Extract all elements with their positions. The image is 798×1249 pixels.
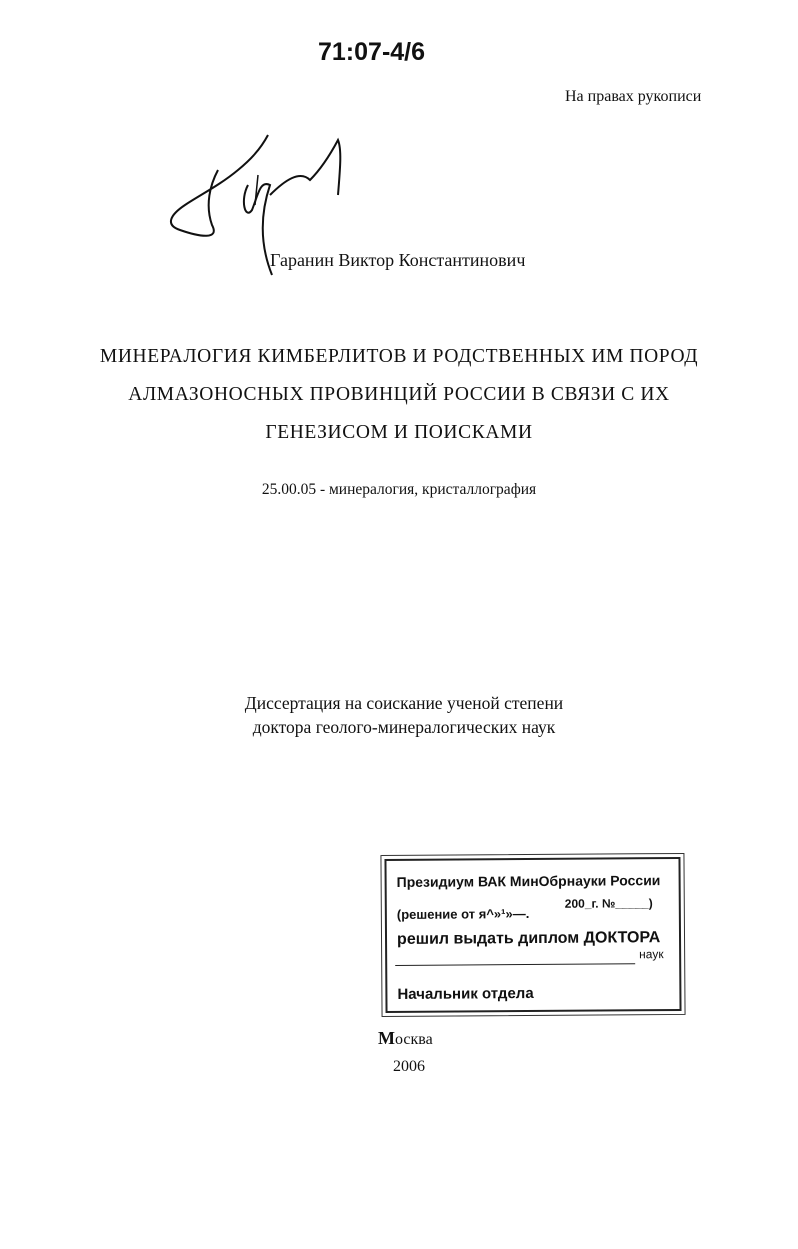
dissertation-line: Диссертация на соискание ученой степени <box>244 693 564 713</box>
document-code: 71:07-4/6 <box>318 38 426 66</box>
title-line: ГЕНЕЗИСОМ И ПОИСКАМИ <box>265 422 533 443</box>
city-rest: осква <box>395 1031 433 1048</box>
stamp-line: (решение от я^»¹»—. <box>396 906 530 922</box>
year: 2006 <box>393 1058 425 1075</box>
stamp-line: наук <box>639 947 664 962</box>
stamp-line: Начальник отдела <box>397 984 534 1003</box>
stamp-line: 200_г. №_____) <box>564 896 653 911</box>
vak-stamp <box>384 857 681 1013</box>
stamp-line: решил выдать диплом ДОКТОРА <box>396 929 661 948</box>
rights-notice: На правах рукописи <box>565 88 702 105</box>
stamp-divider <box>395 963 635 966</box>
title-line: МИНЕРАЛОГИЯ КИМБЕРЛИТОВ И РОДСТВЕННЫХ ИМ ПОРОД <box>99 346 699 367</box>
dissertation-line: доктора геолого-минералогических наук <box>252 717 556 737</box>
author-name: Гаранин Виктор Константинович <box>270 250 526 270</box>
city <box>378 1028 433 1049</box>
stamp-line: Президиум ВАК МинОбрнауки России <box>396 872 661 890</box>
city-initial: М <box>378 1028 395 1048</box>
specialty: 25.00.05 - минералогия, кристаллография <box>261 481 537 498</box>
title-line: АЛМАЗОНОСНЫХ ПРОВИНЦИЙ РОССИИ В СВЯЗИ С ИХ <box>128 384 670 405</box>
